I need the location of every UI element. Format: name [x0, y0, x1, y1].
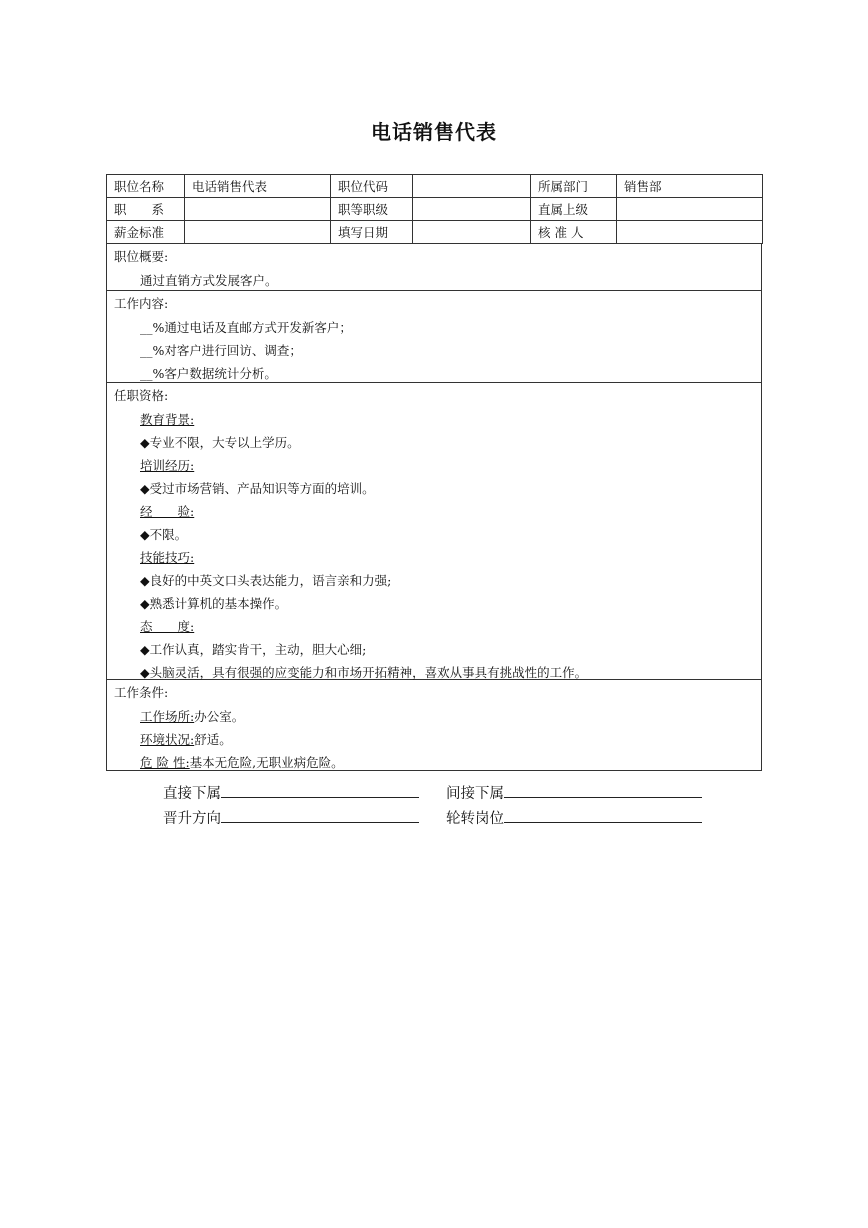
environment-label: 环境状况:	[140, 732, 195, 747]
value-position-code	[413, 175, 531, 198]
list-item: __%通过电话及直邮方式开发新客户；	[140, 320, 352, 335]
label-fill-date: 填写日期	[331, 221, 413, 244]
value-salary	[185, 221, 331, 244]
page-title: 电话销售代表	[371, 120, 497, 144]
indirect-reports-blank[interactable]	[504, 782, 702, 798]
value-position-name: 电话销售代表	[185, 175, 331, 198]
table-row	[107, 198, 763, 221]
promotion-label: 晋升方向	[163, 811, 221, 827]
hazard-value: 基本无危险,无职业病危险。	[189, 755, 344, 770]
environment-value: 舒适。	[194, 732, 232, 747]
label-department: 所属部门	[531, 175, 617, 198]
environment-line	[140, 730, 232, 748]
duties-section	[106, 291, 762, 383]
value-approver	[617, 221, 763, 244]
promotion-blank[interactable]	[221, 807, 419, 823]
attitude-text: ◆工作认真，踏实肯干，主动，胆大心细;	[140, 642, 367, 657]
qualifications-heading: 任职资格:	[114, 388, 169, 403]
attitude-text: ◆头脑灵活，具有很强的应变能力和市场开拓精神，喜欢从事具有挑战性的工作。	[140, 665, 588, 680]
skills-label: 技能技巧:	[140, 550, 195, 565]
label-position-name: 职位名称	[107, 175, 185, 198]
rotation-field	[446, 807, 702, 828]
place-line	[140, 707, 244, 725]
label-job-family: 职 系	[107, 198, 185, 221]
value-supervisor	[617, 198, 763, 221]
place-label: 工作场所:	[140, 709, 195, 724]
qualifications-section	[106, 383, 762, 680]
training-label: 培训经历:	[140, 458, 195, 473]
conditions-heading: 工作条件:	[114, 685, 169, 700]
indirect-reports-label: 间接下属	[446, 786, 504, 802]
table-row	[107, 175, 763, 198]
summary-text: 通过直销方式发展客户。	[140, 273, 278, 288]
direct-reports-blank[interactable]	[221, 782, 419, 798]
education-label: 教育背景:	[140, 412, 195, 427]
rotation-blank[interactable]	[504, 807, 702, 823]
summary-heading: 职位概要:	[114, 249, 169, 264]
position-info-table	[106, 174, 763, 244]
experience-label: 经 验:	[140, 504, 195, 519]
training-text: ◆受过市场营销、产品知识等方面的培训。	[140, 481, 375, 496]
label-grade: 职等职级	[331, 198, 413, 221]
rotation-label: 轮转岗位	[446, 811, 504, 827]
place-value: 办公室。	[194, 709, 245, 724]
table-row	[107, 221, 763, 244]
direct-reports-label: 直接下属	[163, 786, 221, 802]
value-department: 销售部	[617, 175, 763, 198]
direct-reports-field	[163, 782, 419, 803]
promotion-field	[163, 807, 419, 828]
label-position-code: 职位代码	[331, 175, 413, 198]
hazard-line	[140, 753, 344, 771]
label-supervisor: 直属上级	[531, 198, 617, 221]
education-text: ◆专业不限，大专以上学历。	[140, 435, 300, 450]
list-item: __%对客户进行回访、调查；	[140, 343, 302, 358]
value-grade	[413, 198, 531, 221]
hazard-label: 危 险 性:	[140, 755, 190, 770]
value-fill-date	[413, 221, 531, 244]
experience-text: ◆不限。	[140, 527, 188, 542]
value-job-family	[185, 198, 331, 221]
duties-heading: 工作内容:	[114, 296, 169, 311]
label-salary: 薪金标准	[107, 221, 185, 244]
label-approver: 核 准 人	[531, 221, 617, 244]
list-item: __%客户数据统计分析。	[140, 366, 277, 381]
summary-section	[106, 244, 762, 291]
attitude-label: 态 度:	[140, 619, 195, 634]
skills-text: ◆良好的中英文口头表达能力，语言亲和力强;	[140, 573, 392, 588]
skills-text: ◆熟悉计算机的基本操作。	[140, 596, 288, 611]
indirect-reports-field	[446, 782, 702, 803]
conditions-section	[106, 680, 762, 771]
